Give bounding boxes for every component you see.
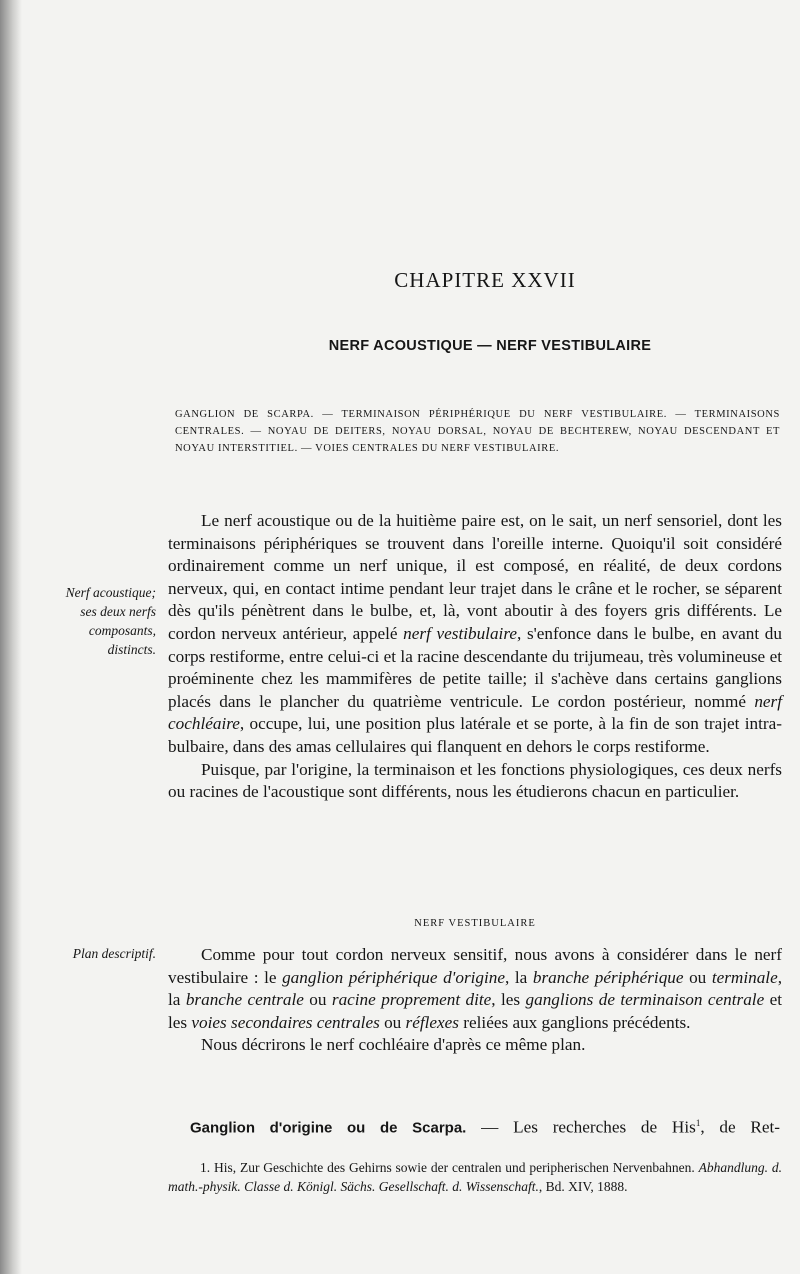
section-heading: NERF VESTIBULAIRE bbox=[414, 918, 536, 929]
footnote: 1. His, Zur Geschichte des Gehirns sowie der centralen und peripherischen Nervenbahnen. Abhandlung. d. math.-physik. Classe d. Königl. Sächs. Gesellschaft. d. Wissenschaft., Bd. XIV, 1888. bbox=[168, 1160, 782, 1194]
paragraph-3: Comme pour tout cordon nerveux sensitif, nous avons à considérer dans le nerf vestibulaire : le ganglion périphérique d'origine, la branche périphérique ou terminale, la branche centrale ou racine proprement dite, les ganglions de terminaison centrale et les voies secondaires centrales ou réflexes reliées aux ganglions précédents. bbox=[168, 945, 783, 1032]
side-note-nerf-acoustique: Nerf acoustique; ses deux nerfs composants, distincts. bbox=[65, 585, 156, 657]
ganglion-heading: Ganglion d'origine ou de Scarpa. bbox=[190, 1119, 467, 1137]
page-edge-shadow bbox=[0, 0, 22, 1274]
paragraph-2: Puisque, par l'origine, la terminaison et les fonctions physiologiques, ces deux nerfs ou racines de l'acoustique sont différents, nous les étudierons chacun en particulier. bbox=[168, 759, 782, 802]
body-text-intro bbox=[168, 510, 782, 804]
chapter-subtitle: NERF ACOUSTIQUE — NERF VESTIBULAIRE bbox=[328, 338, 652, 354]
chapter-title: CHAPITRE XXVII bbox=[394, 268, 576, 292]
summary-text: GANGLION DE SCARPA. — TERMINAISON PÉRIPHÉRIQUE DU NERF VESTIBULAIRE. — TERMINAISONS CENTRALES. — NOYAU DE DEITERS, NOYAU DORSAL, NOYAU DE BECHTEREW, NOYAU DESCENDANT ET NOYAU INTERSTITIEL. — VOIES CENTRALES DU NERF VESTIBULAIRE. bbox=[175, 409, 780, 454]
footnote-ref: 1 bbox=[695, 1118, 701, 1128]
ganglion-paragraph-start: Ganglion d'origine ou de Scarpa. — Les recherches de His$^1$, de Ret- bbox=[190, 1117, 780, 1137]
paragraph-1: Le nerf acoustique ou de la huitième paire est, on le sait, un nerf sensoriel, dont les terminaisons périphériques se trouvent dans l'oreille interne. Quoiqu'il soit considéré ordinairement comme un nerf unique, il est composé, en réalité, de deux cordons nerveux, qui, en contact intime pendant leur trajet dans le crâne et le rocher, se séparent dès qu'ils pénètrent dans le bulbe, et, là, vont aboutir à des foyers gris différents. Le cordon nerveux antérieur, appelé nerf vestibulaire, s'enfonce dans le bulbe, en avant du corps restiforme, entre celui-ci et la racine descendante du trijumeau, très volumineuse et proéminente chez les mammifères de petite taille; il s'achève dans certains ganglions placés dans le plancher du quatrième ventricule. Le cordon postérieur, nommé nerf cochléaire, occupe, lui, une position plus latérale et se porte, à la fin de son trajet intra-bulbaire, dans des amas cellulaires qui flanquent en dehors le corps restiforme. bbox=[168, 511, 782, 756]
body-text-vestibulaire bbox=[168, 944, 782, 1057]
side-note-plan-descriptif: Plan descriptif. bbox=[72, 946, 156, 961]
chapter-summary bbox=[175, 406, 780, 457]
paragraph-4: Nous décrirons le nerf cochléaire d'après ce même plan. bbox=[201, 1035, 586, 1055]
